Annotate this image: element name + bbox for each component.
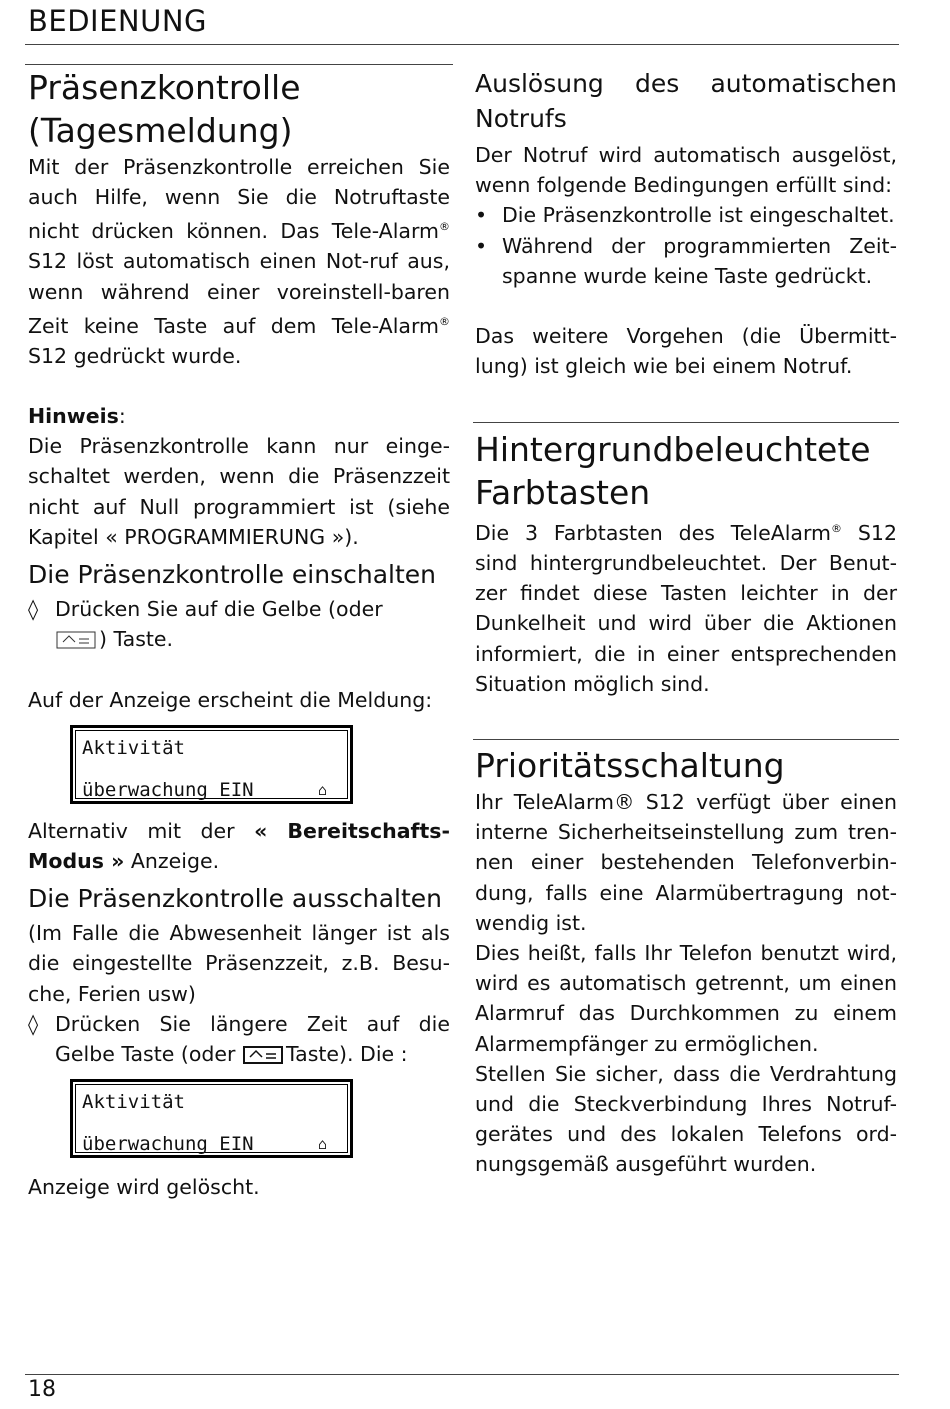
- bullet-item: • Die Präsenzkontrolle ist eingeschaltet.: [475, 200, 897, 230]
- backlight-section: [475, 428, 897, 699]
- intro-paragraph: Mit der Präsenzkontrolle erreichen Sie auch Hilfe, wenn Sie die Notruftaste nicht drücken können. Das Tele-Alarm® S12 löst automatisch einen Not-ruf aus, wenn während einer voreinstell-baren Zeit keine Taste auf dem Tele-Alarm® S12 gedrückt wurde.: [28, 155, 450, 368]
- subheading-enable: Die Präsenzkontrolle einschalten: [28, 560, 436, 590]
- priority-paragraph-2: Dies heißt, falls Ihr Telefon benutzt wird, wird es automatisch getrennt, um einen Alarmruf das Durchkommen zu einem Alarmempfänger zu ermöglichen.: [475, 941, 897, 1056]
- priority-paragraph-1: Ihr TeleAlarm® S12 verfügt über einen interne Sicherheitseinstellung zum tren-nen einer bestehenden Telefonverbin-dung, falls eine Alarmübertragung not-wendig ist.: [475, 790, 897, 935]
- followup-text: Das weitere Vorgehen (die Übermitt-lung) ist gleich wie bei einem Notruf.: [475, 324, 897, 379]
- bullet-marker: •: [475, 203, 488, 228]
- subheading-disable: Die Präsenzkontrolle ausschalten: [28, 884, 443, 914]
- diamond-marker: ◊: [28, 597, 39, 622]
- cleared-text: Anzeige wird gelöscht.: [28, 1175, 260, 1200]
- key-icon: [242, 1045, 286, 1065]
- left-section-rule: [25, 64, 453, 65]
- header-rule: [25, 44, 899, 45]
- left-column: [28, 66, 450, 1202]
- bullet-marker: •: [475, 233, 488, 258]
- key-icon: [55, 630, 99, 650]
- house-icon: ⌂: [317, 780, 327, 799]
- note-text: Die Präsenzkontrolle kann nur einge-schaltet werden, wenn die Präsenzzeit nicht auf Null programmiert ist (siehe Kapitel « PROGRAMMIERUNG »).: [28, 434, 450, 549]
- lcd-line-2: überwachung EIN: [82, 1133, 254, 1156]
- lcd-display-2: [70, 1079, 353, 1158]
- section-title-trigger: Auslösung des automatischen Notrufs: [475, 69, 897, 133]
- lcd-line-1: Aktivität: [82, 736, 185, 759]
- note-block: Hinweis: Die Präsenzkontrolle kann nur einge-schaltet werden, wenn die Präsenzzeit nicht auf Null programmiert ist (siehe Kapitel « PROGRAMMIERUNG »).: [28, 401, 450, 552]
- lcd-display-1: [70, 725, 353, 804]
- lcd-line-1: Aktivität: [82, 1091, 185, 1114]
- section-title-backlight: Hintergrundbeleuchtete Farbtasten: [475, 430, 871, 512]
- bullet-item: • Während der programmierten Zeit-spanne wurde keine Taste gedrückt.: [475, 231, 897, 291]
- priority-section: [475, 744, 897, 1180]
- house-icon: ⌂: [317, 1135, 327, 1154]
- disable-step: ◊ Drücken Sie längere Zeit auf die Gelbe Taste (oder Taste). Die :: [28, 1009, 450, 1069]
- lcd-line-2: überwachung EIN: [82, 778, 254, 801]
- section-title-presence-check: Präsenzkontrolle (Tagesmeldung): [28, 68, 301, 150]
- backlight-text: Die 3 Farbtasten des TeleAlarm® S12 sind hintergrundbeleuchtet. Der Benut-zer findet diese Tasten leichter in der Dunkelheit und wird über die Aktionen informiert, die in einer entsprechenden Situation möglich sind.: [475, 520, 897, 696]
- diamond-marker: ◊: [28, 1011, 39, 1036]
- right-section-rule-1: [473, 422, 899, 423]
- running-header: BEDIENUNG: [28, 4, 208, 38]
- disable-text: (Im Falle die Abwesenheit länger ist als die eingestellte Präsenzzeit, z.B. Besu-che, Ferien usw): [28, 921, 450, 1006]
- priority-paragraph-3: Stellen Sie sicher, dass die Verdrahtung und die Steckverbindung Ihres Notruf-gerätes und des lokalen Telefons ord-nungsgemäß ausgeführt wurden.: [475, 1061, 897, 1177]
- right-section-rule-2: [473, 739, 899, 740]
- alternative-text: Alternativ mit der « Bereitschafts-Modus » Anzeige.: [28, 818, 450, 873]
- right-column: [475, 66, 897, 381]
- section-title-priority: Prioritätsschaltung: [475, 746, 785, 785]
- enable-step: ◊ Drücken Sie auf die Gelbe (oder ) Taste.: [28, 594, 450, 654]
- trigger-intro: Der Notruf wird automatisch ausgelöst, wenn folgende Bedingungen erfüllt sind:: [475, 143, 897, 198]
- display-intro: Auf der Anzeige erscheint die Meldung:: [28, 687, 433, 712]
- page-number: 18: [28, 1377, 56, 1402]
- note-label: Hinweis: [28, 404, 119, 429]
- footer-rule: [25, 1374, 899, 1375]
